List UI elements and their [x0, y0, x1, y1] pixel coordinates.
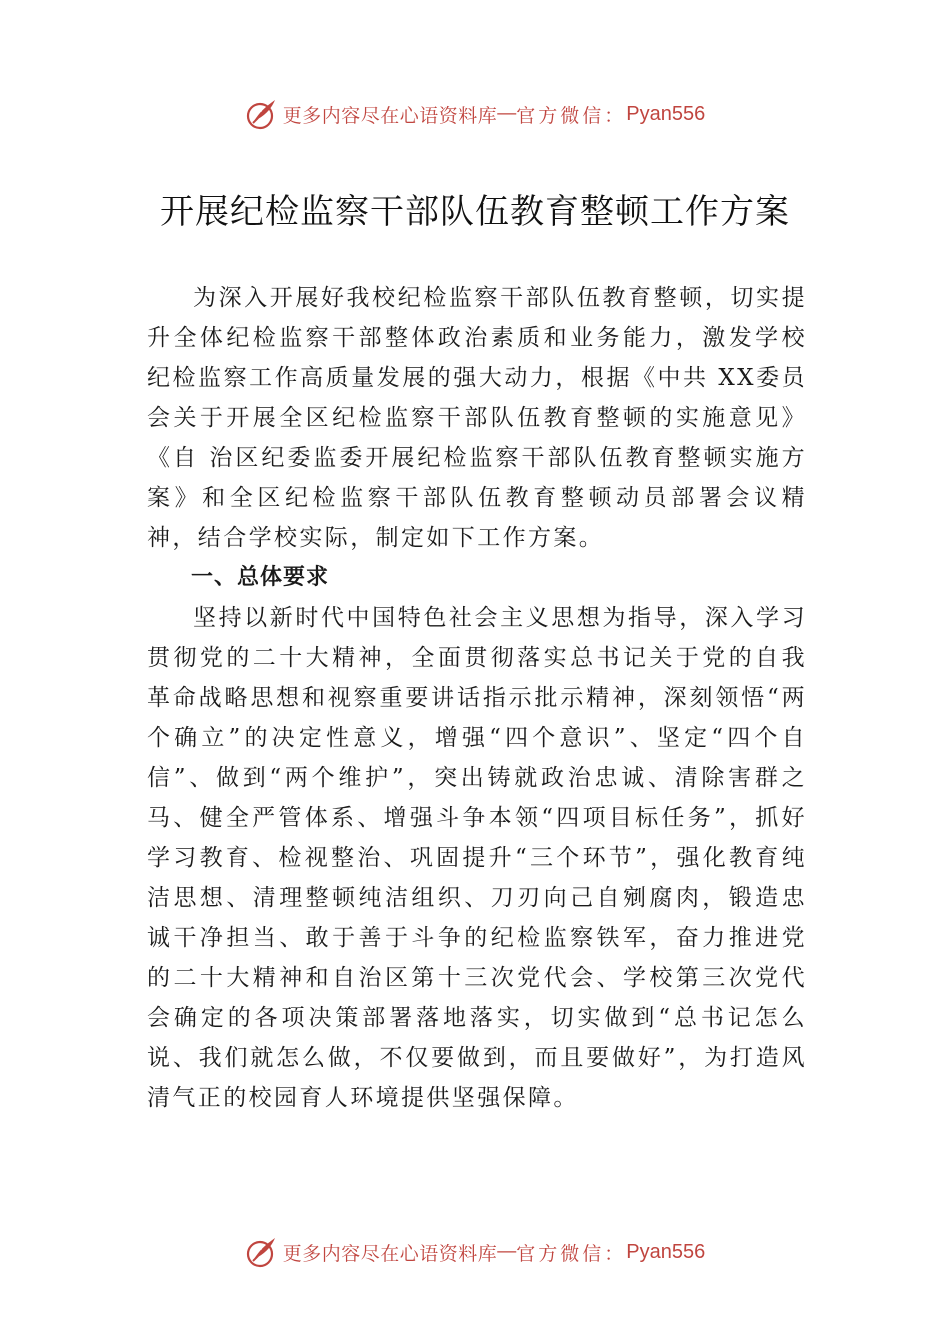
banner-dash: —: [497, 103, 517, 124]
banner-wechat-handle: Pyan556: [626, 102, 706, 125]
section-paragraph: 坚持以新时代中国特色社会主义思想为指导，深入学习贯彻党的二十大精神，全面贯彻落实总书记关于党的自我革命战略思想和视察重要讲话指示批示精神，深刻领悟“两个确立”的决定性意义，增强“四个意识”、坚定“四个自信”、做到“两个维护”，突出铸就政治忠诚、清除害群之马、健全严管体系、增强斗争本领“四项目标任务”，抓好学习教育、检视整治、巩固提升“三个环节”，强化教育纯洁思想、清理整顿纯洁组织、刀刃向己自剜腐肉，锻造忠诚干净担当、敢于善于斗争的纪检监察铁军，奋力推进党的二十大精神和自治区第十三次党代会、学校第三次党代会确定的各项决策部署落地落实，切实做到“总书记怎么说、我们就怎么做，不仅要做到，而且要做好”，为打造风清气正的校园育人环境提供坚强保障。: [147, 605, 807, 1111]
banner-wechat-handle: Pyan556: [626, 1240, 706, 1263]
banner-dash: —: [497, 1241, 517, 1262]
banner-wechat-label: 官方微信：: [516, 1242, 627, 1265]
intro-paragraph: 为深入开展好我校纪检监察干部队伍教育整顿，切实提升全体纪检监察干部整体政治素质和业务能力，激发学校纪检监察工作高质量发展的强大动力，根据《中共 XX委员会关于开展全区纪检监察干部队伍教育整顿的实施意见》《自 治区纪委监委开展纪检监察干部队伍教育整顿实施方案》和全区纪检监察干部队伍教育整顿动员部署会议精神，结合学校实际，制定如下工作方案。: [147, 285, 807, 551]
quill-logo-icon: [245, 1235, 279, 1269]
banner-site-name: 更多内容尽在心语资料库: [282, 1242, 498, 1265]
header-banner: [0, 94, 950, 134]
section-heading: 一、总体要求: [191, 565, 330, 590]
document-title: 开展纪检监察干部队伍教育整顿工作方案: [160, 192, 790, 232]
document-body: [147, 278, 807, 1118]
quill-logo-icon: [245, 97, 279, 131]
footer-banner: [0, 1232, 950, 1272]
banner-wechat-label: 官方微信：: [516, 104, 627, 127]
banner-site-name: 更多内容尽在心语资料库: [282, 104, 498, 127]
